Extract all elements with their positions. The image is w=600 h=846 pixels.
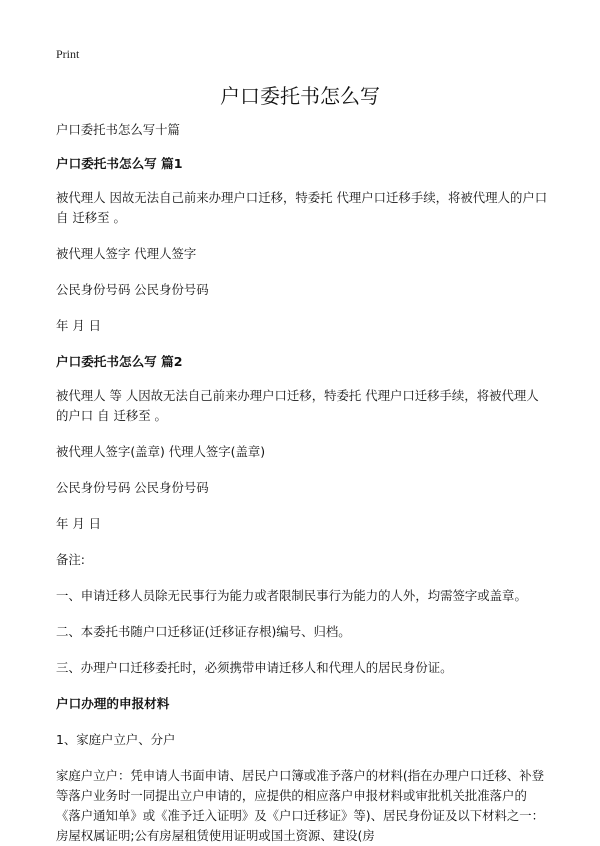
section-heading-1: 户口委托书怎么写 篇1 <box>56 156 183 171</box>
section1-id-line: 公民身份号码 公民身份号码 <box>56 282 209 297</box>
note-3: 三、办理户口迁移委托时，必须携带申请迁移人和代理人的居民身份证。 <box>56 660 453 675</box>
section3-paragraph: 家庭户立户：凭申请人书面申请、居民户口簿或准予落户的材料(指在办理户口迁移、补登等落户业务时一同提出立户申请的，应提供的相应落户申报材料或审批机关批准落户的《落户通知单》或《准予迁入证明》及《户口迁移证》等)、居民身份证及以下材料之一：房屋权属证明;公有房屋租赁使用证明或国土资源、建设(房 <box>56 768 545 843</box>
section-heading-3: 户口办理的申报材料 <box>56 696 170 711</box>
section2-signature-line: 被代理人签字(盖章) 代理人签字(盖章) <box>56 444 266 459</box>
section2-id-line: 公民身份号码 公民身份号码 <box>56 480 209 495</box>
notes-label: 备注: <box>56 552 85 567</box>
section2-paragraph: 被代理人 等 人因故无法自己前来办理户口迁移，特委托 代理户口迁移手续，将被代理人的户口 自 迁移至 。 <box>56 388 539 423</box>
section1-paragraph: 被代理人 因故无法自己前来办理户口迁移，特委托 代理户口迁移手续，将被代理人的户口自 迁移至 。 <box>56 190 548 225</box>
section1-date-line: 年 月 日 <box>56 318 102 333</box>
section2-date-line: 年 月 日 <box>56 516 102 531</box>
section-heading-2: 户口委托书怎么写 篇2 <box>56 354 183 369</box>
document-title: 户口委托书怎么写 <box>220 84 380 108</box>
document-subtitle: 户口委托书怎么写十篇 <box>56 122 180 137</box>
note-1: 一、申请迁移人员除无民事行为能力或者限制民事行为能力的人外，均需签字或盖章。 <box>56 588 527 603</box>
print-link[interactable]: Print <box>56 47 80 61</box>
document-body <box>56 120 550 846</box>
section1-signature-line: 被代理人签字 代理人签字 <box>56 246 197 261</box>
note-2: 二、本委托书随户口迁移证(迁移证存根)编号、归档。 <box>56 624 351 639</box>
section3-item-1: 1、家庭户立户、分户 <box>56 732 176 747</box>
